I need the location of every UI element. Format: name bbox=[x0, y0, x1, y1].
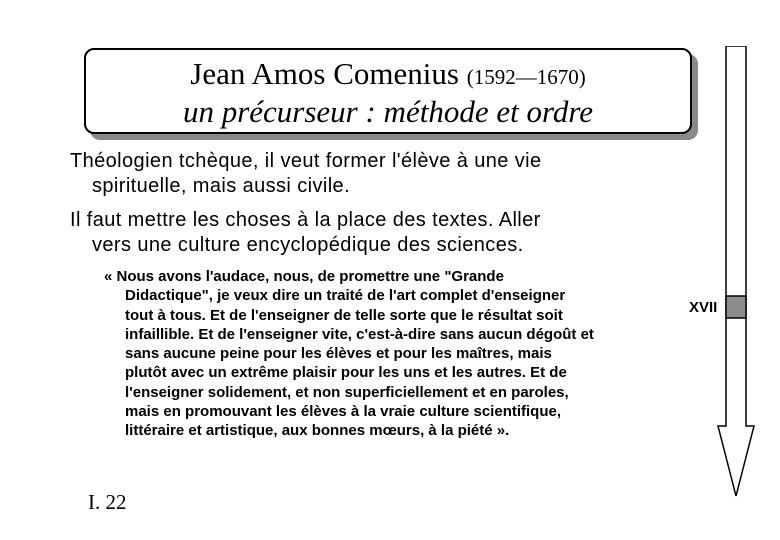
paragraph-line: spirituelle, mais aussi civile. bbox=[92, 175, 351, 197]
title-box bbox=[84, 48, 692, 134]
timeline-arrow-outline bbox=[718, 46, 754, 496]
paragraph-line: Théologien tchèque, il veut former l'élève à une vie bbox=[70, 150, 542, 172]
quote-line: plutôt avec un extrême plaisir pour les uns et les autres. Et de bbox=[125, 364, 567, 382]
title-line bbox=[86, 56, 690, 95]
quote-line: Didactique", je veux dire un traité de l'art complet d'enseigner bbox=[125, 287, 566, 305]
quote-line: littéraire et artistique, aux bonnes mœurs, à la piété ». bbox=[125, 422, 510, 440]
quote-line: « Nous avons l'audace, nous, de promettre une "Grande bbox=[104, 268, 504, 285]
quote-line: infaillible. Et de l'enseigner vite, c'est-à-dire sans aucun dégoût et bbox=[125, 325, 594, 343]
title-years: (1592—1670) bbox=[466, 65, 586, 89]
timeline-arrow bbox=[716, 46, 756, 498]
timeline-century-marker bbox=[726, 296, 746, 318]
century-label: XVII bbox=[689, 299, 718, 316]
title-name: Jean Amos Comenius bbox=[190, 56, 459, 91]
quote-line: l'enseigner solidement, et non superficiellement et en paroles, bbox=[125, 383, 569, 401]
quote-line: tout à tous. Et de l'enseigner de telle sorte que le résultat soit bbox=[125, 306, 563, 324]
quote-block bbox=[104, 267, 704, 441]
title-subtitle: un précurseur : méthode et ordre bbox=[182, 94, 594, 129]
slide-number: I. 22 bbox=[88, 490, 127, 514]
quote-line: sans aucune peine pour les élèves et pour les maîtres, mais bbox=[125, 345, 552, 363]
paragraph-line: Il faut mettre les choses à la place des textes. Aller bbox=[70, 209, 541, 231]
quote-line: mais en promouvant les élèves à la vraie culture scientifique, bbox=[125, 403, 562, 421]
paragraph-line: vers une culture encyclopédique des sciences. bbox=[92, 234, 524, 256]
paragraph-things bbox=[70, 208, 690, 258]
paragraph-theologian bbox=[70, 149, 690, 199]
